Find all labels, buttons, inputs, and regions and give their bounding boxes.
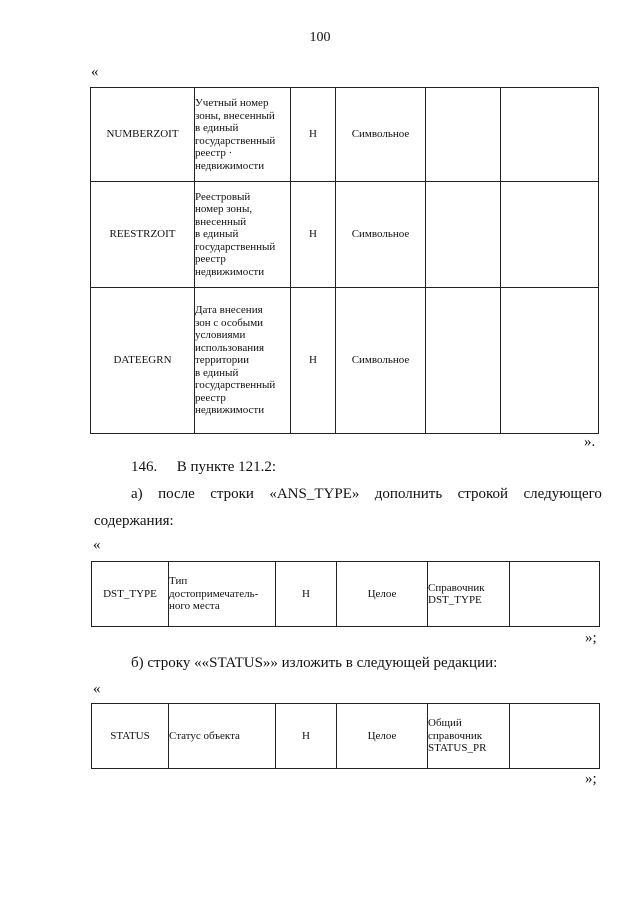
empty-cell xyxy=(426,288,501,434)
field-type: Целое xyxy=(337,562,428,627)
quote-close-1: ». xyxy=(584,434,596,450)
item-text: В пункте 121.2: xyxy=(176,459,277,475)
field-code: DATEEGRN xyxy=(91,288,195,434)
field-flag: Н xyxy=(291,288,336,434)
empty-cell xyxy=(501,288,599,434)
table-2 xyxy=(91,561,600,627)
empty-cell xyxy=(501,182,599,288)
field-flag: Н xyxy=(291,88,336,182)
item-146 xyxy=(131,458,276,476)
field-description: Тип достопримечатель- ного места xyxy=(169,562,276,627)
item-a-line-1: а) после строки «ANS_TYPE» дополнить строкой следующего xyxy=(131,486,602,502)
field-type: Символьное xyxy=(336,88,426,182)
field-type: Целое xyxy=(337,704,428,769)
table-3 xyxy=(91,703,600,769)
item-b: б) строку ««STATUS»» изложить в следующей редакции: xyxy=(131,655,498,671)
table-1 xyxy=(90,87,599,434)
field-type: Символьное xyxy=(336,182,426,288)
item-a-line-2: содержания: xyxy=(94,513,174,529)
quote-open-3: « xyxy=(93,681,101,697)
empty-cell xyxy=(426,88,501,182)
field-code: REESTRZOIT xyxy=(91,182,195,288)
empty-cell xyxy=(510,562,600,627)
quote-open-2: « xyxy=(93,537,101,553)
quote-close-3: »; xyxy=(585,771,597,787)
empty-cell xyxy=(510,704,600,769)
field-description: Учетный номер зоны, внесенный в единый государственный реестр · недвижимости xyxy=(195,88,291,182)
field-flag: Н xyxy=(291,182,336,288)
table-row xyxy=(91,182,599,288)
empty-cell xyxy=(426,182,501,288)
field-type: Символьное xyxy=(336,288,426,434)
page-number: 100 xyxy=(309,30,331,45)
table-row xyxy=(91,288,599,434)
table-row xyxy=(91,88,599,182)
table-row xyxy=(92,562,600,627)
field-code: NUMBERZOIT xyxy=(91,88,195,182)
field-flag: Н xyxy=(276,562,337,627)
item-number: 146. xyxy=(131,459,158,475)
field-reference: Общий справочник STATUS_PR xyxy=(428,704,510,769)
field-code: STATUS xyxy=(92,704,169,769)
field-reference: Справочник DST_TYPE xyxy=(428,562,510,627)
table-row xyxy=(92,704,600,769)
field-flag: Н xyxy=(276,704,337,769)
quote-open-1: « xyxy=(91,64,99,80)
field-description: Реестровый номер зоны, внесенный в единый государственный реестр недвижимости xyxy=(195,182,291,288)
quote-close-2: »; xyxy=(585,630,597,646)
field-code: DST_TYPE xyxy=(92,562,169,627)
field-description: Статус объекта xyxy=(169,704,276,769)
field-description: Дата внесения зон с особыми условиями использования территории в единый государственный реестр недвижимости xyxy=(195,288,291,434)
empty-cell xyxy=(501,88,599,182)
